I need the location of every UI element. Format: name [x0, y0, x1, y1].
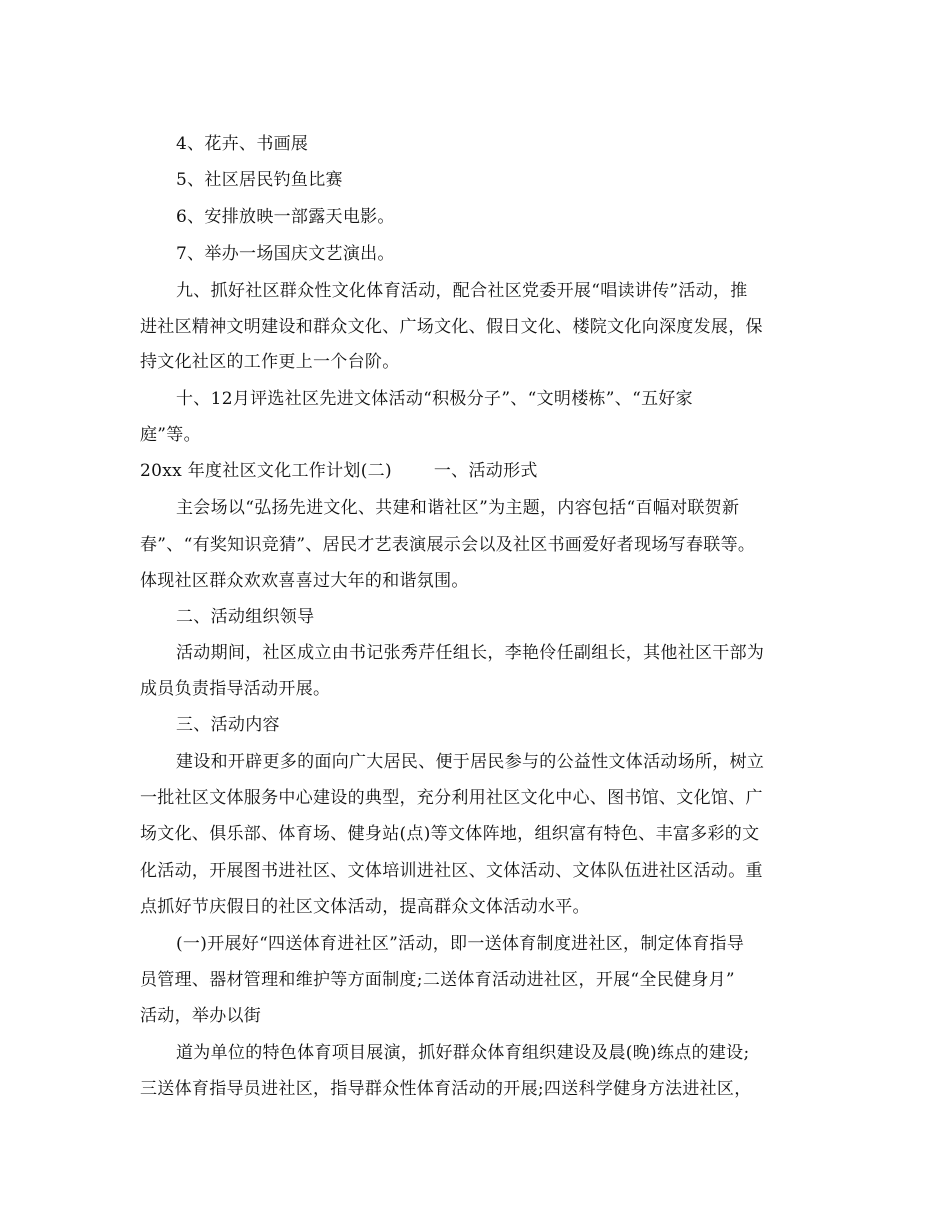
- paragraph-line: 进社区精神文明建设和群众文化、广场文化、假日文化、楼院文化向深度发展，保: [140, 317, 763, 337]
- paragraph-line: 一批社区文体服务中心建设的典型，充分利用社区文化中心、图书馆、文化馆、广: [140, 788, 763, 808]
- paragraph-line: 点抓好节庆假日的社区文体活动，提高群众文体活动水平。: [140, 897, 590, 917]
- paragraph-line: 建设和开辟更多的面向广大居民、便于居民参与的公益性文体活动场所，树立: [176, 752, 765, 772]
- paragraph-line: 三送体育指导员进社区，指导群众性体育活动的开展;四送科学健身方法进社区，: [140, 1079, 752, 1099]
- list-item: 7、举办一场国庆文艺演出。: [176, 244, 395, 264]
- section-title: 一、活动形式: [433, 461, 538, 481]
- section-title: 二、活动组织领导: [176, 607, 315, 627]
- paragraph-line: 体现社区群众欢欢喜喜过大年的和谐氛围。: [140, 571, 469, 591]
- paragraph-line: 春”、“有奖知识竞猜”、居民才艺表演展示会以及社区书画爱好者现场写春联等。: [140, 535, 756, 555]
- paragraph-line: 化活动，开展图书进社区、文体培训进社区、文体活动、文体队伍进社区活动。重: [140, 861, 763, 881]
- paragraph-line: 场文化、俱乐部、体育场、健身站(点)等文体阵地，组织富有特色、丰富多彩的文: [140, 824, 760, 844]
- paragraph-line: 道为单位的特色体育项目展演，抓好群众体育组织建设及晨(晚)练点的建设;: [176, 1043, 750, 1063]
- paragraph-line: 九、抓好社区群众性文化体育活动，配合社区党委开展“唱读讲传”活动，推: [176, 281, 748, 301]
- section-heading: [140, 459, 820, 483]
- paragraph-line: 主会场以“弘扬先进文化、共建和谐社区”为主题，内容包括“百幅对联贺新: [176, 498, 740, 518]
- paragraph-line: 成员负责指导活动开展。: [140, 679, 331, 699]
- paragraph-line: 持文化社区的工作更上一个台阶。: [140, 352, 400, 372]
- document-title: 20xx 年度社区文化工作计划(二): [140, 461, 392, 481]
- list-item: 6、安排放映一部露天电影。: [176, 207, 395, 227]
- list-item: 5、社区居民钓鱼比赛: [176, 170, 343, 190]
- section-title: 三、活动内容: [176, 715, 280, 735]
- paragraph-line: 十、12月评选社区先进文体活动“积极分子”、“文明楼栋”、“五好家: [176, 389, 693, 409]
- paragraph-line: 庭”等。: [140, 425, 201, 445]
- paragraph-line: 活动，举办以街: [140, 1006, 262, 1026]
- paragraph-line: 活动期间，社区成立由书记张秀芹任组长，李艳伶任副组长，其他社区干部为: [176, 643, 765, 663]
- list-item: 4、花卉、书画展: [176, 134, 309, 154]
- paragraph-line: (一)开展好“四送体育进社区”活动，即一送体育制度进社区，制定体育指导: [176, 934, 745, 954]
- paragraph-line: 员管理、器材管理和维护等方面制度;二送体育活动进社区，开展“全民健身月”: [140, 970, 735, 990]
